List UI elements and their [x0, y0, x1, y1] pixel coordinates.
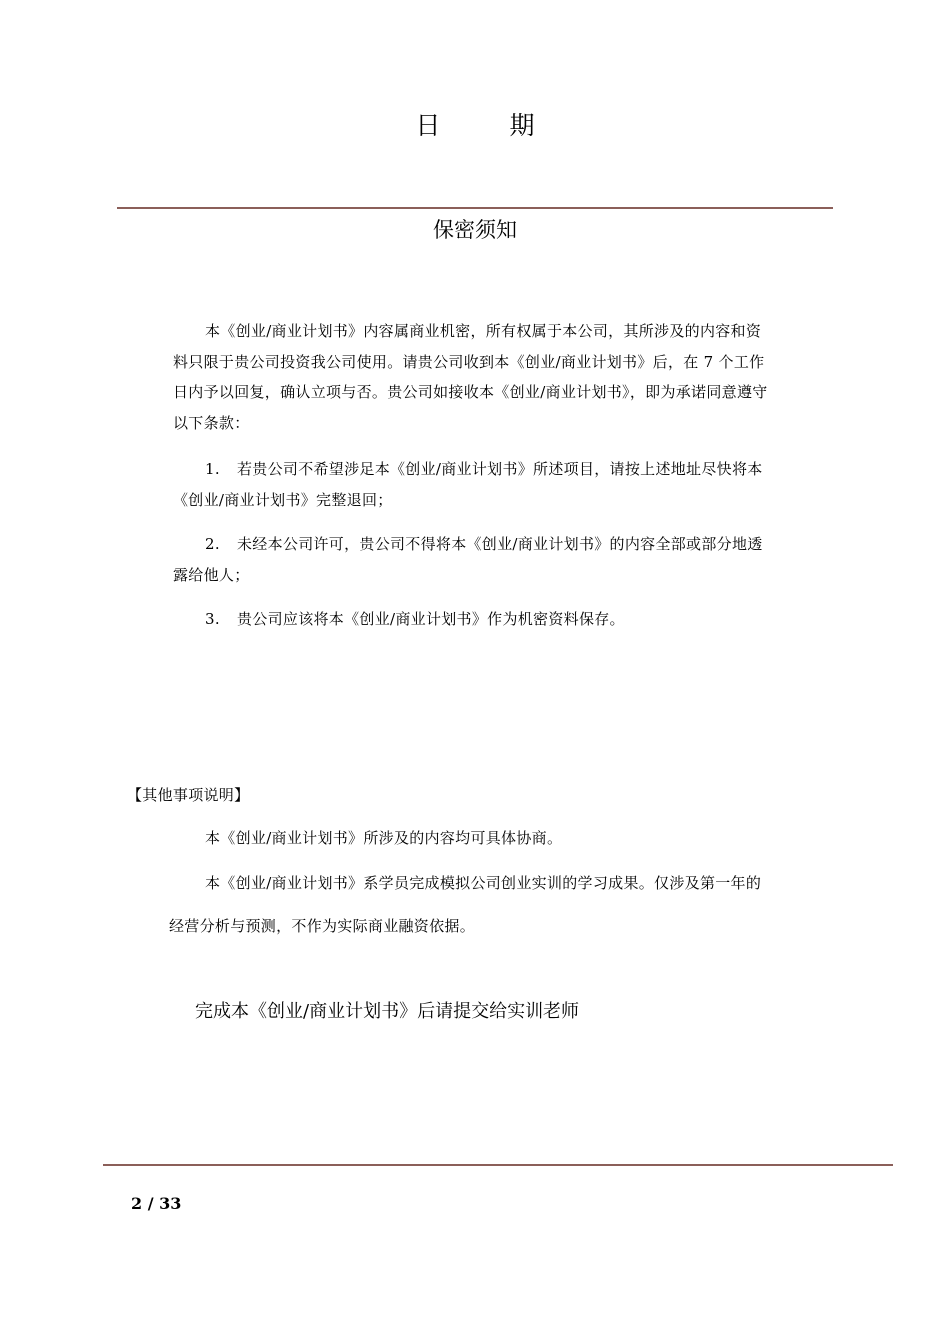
item-text: 若贵公司不希望涉足本《创业/商业计划书》所述项目，请按上述地址尽快将本《创业/商业计划书》完整退回； — [173, 460, 763, 509]
top-divider — [117, 207, 833, 209]
other-notes-heading: 【其他事项说明】 — [127, 786, 250, 804]
other-note-line: 本《创业/商业计划书》所涉及的内容均可具体协商。 — [205, 829, 563, 847]
confidentiality-item — [173, 529, 773, 590]
submit-note: 完成本《创业/商业计划书》后请提交给实训老师 — [195, 1001, 580, 1022]
date-title: 日 期 — [415, 111, 557, 140]
other-note-line: 本《创业/商业计划书》系学员完成模拟公司创业实训的学习成果。仅涉及第一年的 — [205, 874, 762, 892]
confidentiality-intro: 本《创业/商业计划书》内容属商业机密，所有权属于本公司，其所涉及的内容和资料只限于贵公司投资我公司使用。请贵公司收到本《创业/商业计划书》后，在 7 个工作日内予以回复，确认立项与否。贵公司如接收本《创业/商业计划书》，即为承诺同意遵守以下条款： — [173, 322, 768, 432]
confidentiality-item — [173, 604, 773, 635]
item-number: 2. — [205, 535, 220, 553]
item-text: 贵公司应该将本《创业/商业计划书》作为机密资料保存。 — [237, 610, 625, 628]
item-text: 未经本公司许可，贵公司不得将本《创业/商业计划书》的内容全部或部分地透露给他人； — [173, 535, 763, 584]
confidentiality-item — [173, 454, 773, 515]
confidentiality-title: 保密须知 — [433, 218, 517, 242]
footer-divider — [103, 1164, 893, 1166]
item-number: 3. — [205, 610, 220, 628]
other-note-line: 经营分析与预测，不作为实际商业融资依据。 — [169, 917, 476, 935]
page-number: 2 / 33 — [131, 1194, 182, 1213]
item-number: 1. — [205, 460, 220, 478]
